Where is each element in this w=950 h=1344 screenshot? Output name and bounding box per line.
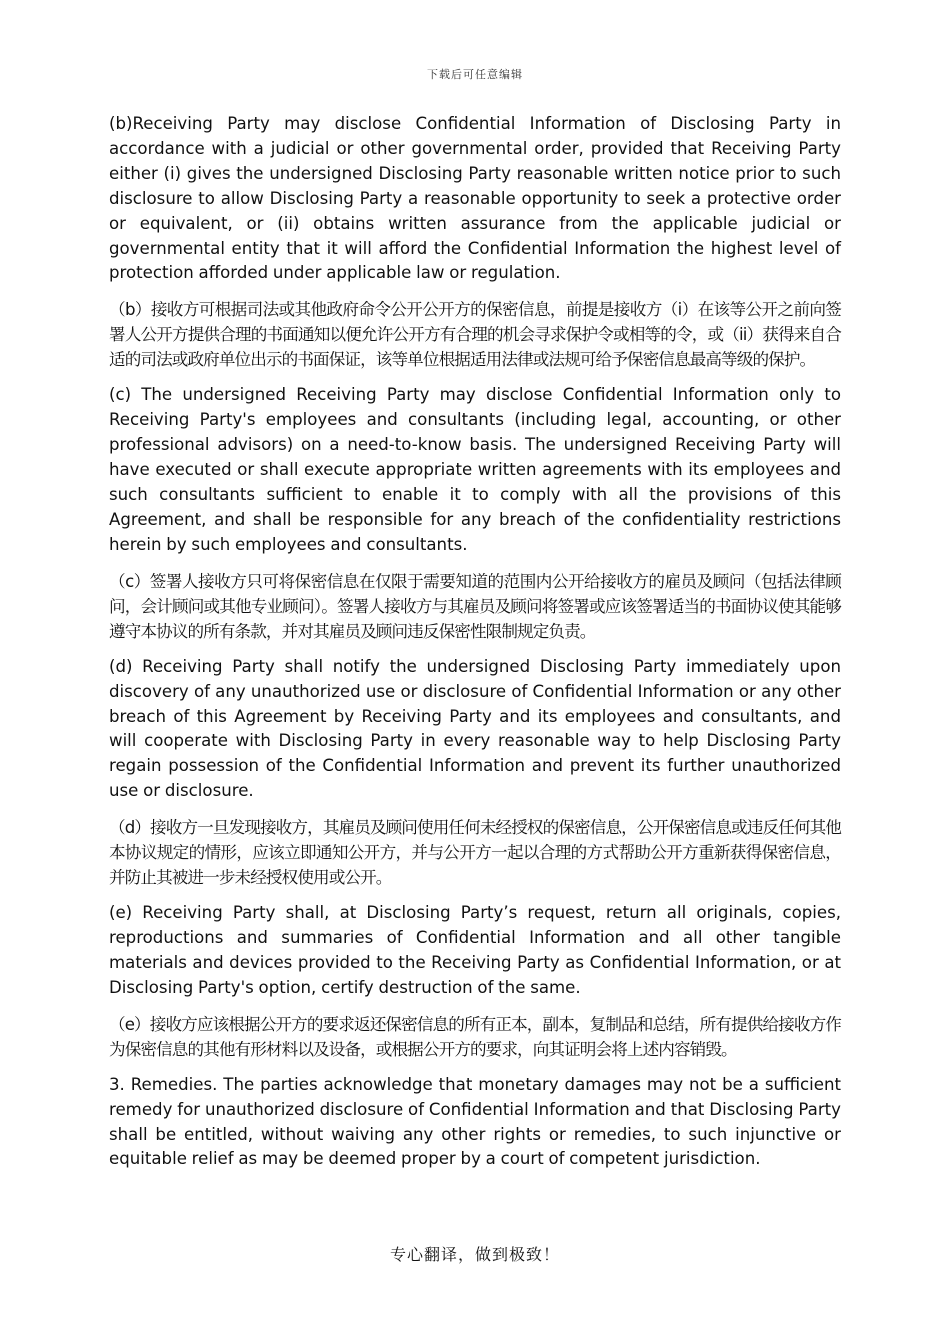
clause-d-chinese: （d）接收方一旦发现接收方，其雇员及顾问使用任何未经授权的保密信息，公开保密信息或违反任何其他本协议规定的情形，应该立即通知公开方，并与公开方一起以合理的方式帮助公开方重新获得保密信息，并防止其被进一步未经授权使用或公开。 — [109, 818, 841, 888]
clause-e-english: (e) Receiving Party shall, at Disclosing Party’s request, return all originals, copies, reproductions and summaries of Confidential Information and all other tangible materials and devices provided to the Receiving Party as Confidential Information, or at Disclosing Party's option, certify destruction of the same. — [109, 903, 841, 997]
clause-b-chinese: （b）接收方可根据司法或其他政府命令公开公开方的保密信息，前提是接收方（i）在该等公开之前向签署人公开方提供合理的书面通知以便允许公开方有合理的机会寻求保护令或相等的令，或（ii）获得来自合适的司法或政府单位出示的书面保证，该等单位根据适用法律或法规可给予保密信息最高等级的保护。 — [109, 300, 841, 370]
clause-d-english: (d) Receiving Party shall notify the undersigned Disclosing Party immediately upon discovery of any unauthorized use or disclosure of Confidential Information or any other breach of this Agreement by Receiving Party and its employees and consultants, and will cooperate with Disclosing Party in every reasonable way to help Disclosing Party regain possession of the Confidential Information and prevent its further unauthorized use or disclosure. — [109, 656, 841, 801]
header-note: 下载后可任意编辑 — [427, 68, 523, 81]
clause-e-chinese: （e）接收方应该根据公开方的要求返还保密信息的所有正本，副本，复制品和总结，所有提供给接收方作为保密信息的其他有形材料以及设备，或根据公开方的要求，向其证明会将上述内容销毁。 — [109, 1014, 841, 1059]
footer-note: 专心翻译，做到极致！ — [389, 1245, 560, 1264]
document-body — [109, 112, 841, 1183]
remedies-english: 3. Remedies. The parties acknowledge that monetary damages may not be a sufficient remedy for unauthorized disclosure of Confidential Information and that Disclosing Party shall be entitled, without waiving any other rights or remedies, to such injunctive or equitable relief as may be deemed proper by a court of competent jurisdiction. — [109, 1074, 841, 1169]
clause-c-chinese: （c）签署人接收方只可将保密信息在仅限于需要知道的范围内公开给接收方的雇员及顾问（包括法律顾问，会计顾问或其他专业顾问）。签署人接收方与其雇员及顾问将签署或应该签署适当的书面协议使其能够遵守本协议的所有条款，并对其雇员及顾问违反保密性限制规定负责。 — [109, 571, 841, 641]
clause-c-english: (c) The undersigned Receiving Party may disclose Confidential Information only to Receiving Party's employees and consultants (including legal, accounting, or other professional advisors) on a need-to-know basis. The undersigned Receiving Party will have executed or shall execute appropriate written agreements with its employees and such consultants sufficient to enable it to comply with all the provisions of this Agreement, and shall be responsible for any breach of the confidentiality restrictions herein by such employees and consultants. — [109, 385, 841, 554]
clause-b-english: (b)Receiving Party may disclose Confidential Information of Disclosing Party in accordance with a judicial or other governmental order, provided that Receiving Party either (i) gives the undersigned Disclosing Party reasonable written notice prior to such disclosure to allow Disclosing Party a reasonable opportunity to seek a protective order or equivalent, or (ii) obtains written assurance from the applicable judicial or governmental entity that it will afford the Confidential Information the highest level of protection afforded under applicable law or regulation. — [109, 114, 841, 283]
